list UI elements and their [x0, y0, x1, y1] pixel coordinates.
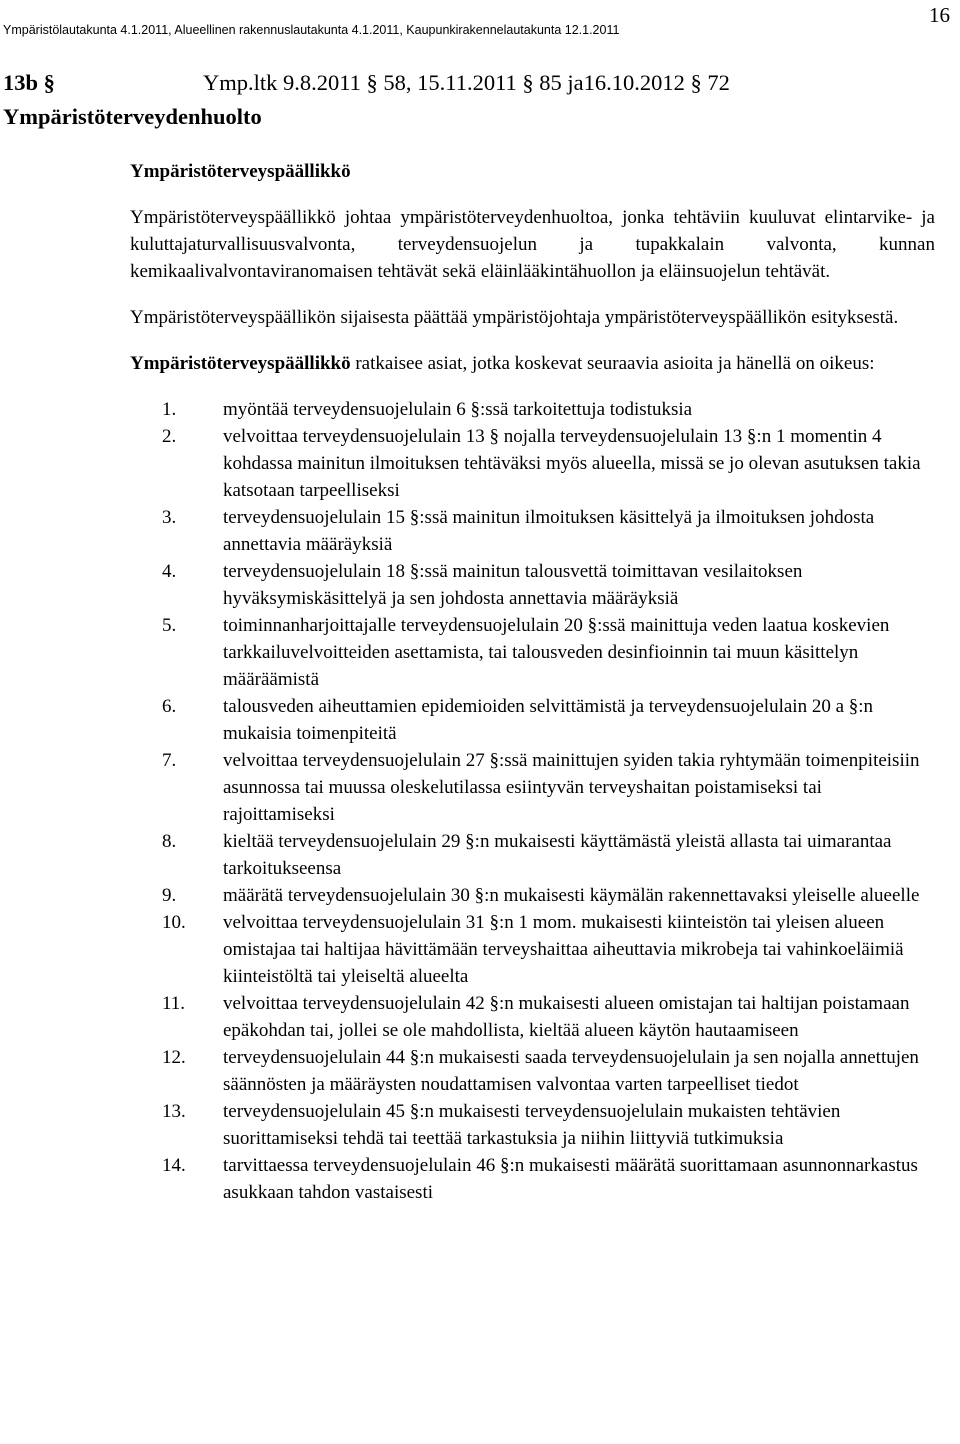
task-number: 5.: [162, 615, 177, 636]
task-item: [130, 909, 935, 990]
task-number: 13.: [162, 1101, 186, 1122]
authority-lead: Ympäristöterveyspäällikkö: [130, 353, 351, 374]
task-text: terveydensuojelulain 18 §:ssä mainitun talousvettä toimittavan vesilaitoksen hyväksymiskäsittelyä ja sen johdosta annettavia määräyksiä: [223, 561, 803, 609]
role-description: Ympäristöterveyspäällikkö johtaa ympäristöterveydenhuoltoa, jonka tehtäviin kuuluvat elintarvike- ja kuluttajaturvallisuusvalvonta, terveydensuojelun ja tupakkalain valvonta, kunnan kemikaalivalvontaviranomaisen tehtävät sekä eläinlääkintähuollon ja eläinsuojelun tehtävät.: [130, 207, 935, 282]
task-item: [130, 828, 935, 882]
task-text: terveydensuojelulain 44 §:n mukaisesti saada terveydensuojelulain ja sen nojalla annettujen säännösten ja määräysten noudattamisen valvontaa varten tarpeelliset tiedot: [223, 1047, 919, 1095]
section-body: [130, 158, 935, 1206]
task-item: [130, 612, 935, 693]
task-text: määrätä terveydensuojelulain 30 §:n mukaisesti käymälän rakennettavaksi yleiselle alueelle: [223, 885, 920, 906]
running-header: Ympäristölautakunta 4.1.2011, Alueellinen rakennuslautakunta 4.1.2011, Kaupunkirakennelautakunta 12.1.2011: [3, 23, 620, 37]
substitute-paragraph: Ympäristöterveyspäällikön sijaisesta päättää ympäristöjohtaja ympäristöterveyspäällikön esityksestä.: [130, 307, 899, 328]
task-number: 14.: [162, 1155, 186, 1176]
task-number: 3.: [162, 507, 177, 528]
task-number: 8.: [162, 831, 177, 852]
role-heading: Ympäristöterveyspäällikkö: [130, 161, 351, 182]
task-item: [130, 423, 935, 504]
task-text: velvoittaa terveydensuojelulain 13 § nojalla terveydensuojelulain 13 §:n 1 momentin 4 kohdassa mainitun ilmoituksen tehtäväksi myös alueella, missä se jo olevan asutuksen takia katsotaan tarpeelliseksi: [223, 426, 921, 501]
task-text: talousveden aiheuttamien epidemioiden selvittämistä ja terveydensuojelulain 20 a §:n mukaisia toimenpiteitä: [223, 696, 874, 744]
task-list: [130, 396, 935, 1206]
task-number: 12.: [162, 1047, 186, 1068]
task-text: terveydensuojelulain 45 §:n mukaisesti terveydensuojelulain mukaisten tehtävien suorittamiseksi tehdä tai teettää tarkastuksia ja niihin liittyviä tutkimuksia: [223, 1101, 841, 1149]
task-item: [130, 990, 935, 1044]
task-number: 7.: [162, 750, 177, 771]
authority-text: ratkaisee asiat, jotka koskevat seuraavia asioita ja hänellä on oikeus:: [350, 353, 875, 374]
task-item: [130, 396, 935, 423]
task-text: toiminnanharjoittajalle terveydensuojelulain 20 §:ssä mainittuja veden laatua koskevien tarkkailuvelvoitteiden asettamista, tai talousveden desinfioinnin tai muun käsittelyn määräämistä: [223, 615, 890, 690]
page-number: 16: [929, 3, 950, 27]
section-code: 13b §: [3, 70, 55, 95]
task-item: [130, 747, 935, 828]
task-number: 6.: [162, 696, 177, 717]
task-item: [130, 882, 935, 909]
task-item: [130, 504, 935, 558]
task-number: 9.: [162, 885, 177, 906]
task-text: terveydensuojelulain 15 §:ssä mainitun ilmoituksen käsittelyä ja ilmoituksen johdosta annettavia määräyksiä: [223, 507, 875, 555]
task-item: [130, 693, 935, 747]
committee-references: Ymp.ltk 9.8.2011 § 58, 15.11.2011 § 85 ja16.10.2012 § 72: [203, 70, 730, 95]
task-text: velvoittaa terveydensuojelulain 27 §:ssä mainittujen syiden takia ryhtymään toimenpiteisiin asunnossa tai muussa oleskelutilassa esiintyvän terveyshaitan poistamiseksi tai rajoittamiseksi: [223, 750, 920, 825]
task-text: tarvittaessa terveydensuojelulain 46 §:n mukaisesti määrätä suorittamaan asunnonnarkastus asukkaan tahdon vastaisesti: [223, 1155, 918, 1203]
task-item: [130, 558, 935, 612]
task-number: 2.: [162, 426, 177, 447]
section-code-line: [3, 66, 933, 100]
task-number: 10.: [162, 912, 186, 933]
section-heading: [3, 66, 933, 134]
task-item: [130, 1098, 935, 1152]
task-number: 4.: [162, 561, 177, 582]
section-title: Ympäristöterveydenhuolto: [3, 104, 262, 129]
task-item: [130, 1152, 935, 1206]
task-text: velvoittaa terveydensuojelulain 31 §:n 1 mom. mukaisesti kiinteistön tai yleisen alueen omistajaa tai haltijaa hävittämään terveyshaittaa aiheuttavia mikrobeja tai vahinkoeläimiä kiinteistöltä tai yleiseltä alueelta: [223, 912, 904, 987]
task-item: [130, 1044, 935, 1098]
authority-paragraph: [130, 350, 935, 377]
task-text: kieltää terveydensuojelulain 29 §:n mukaisesti käyttämästä yleistä allasta tai uimarantaa tarkoitukseensa: [223, 831, 892, 879]
task-text: myöntää terveydensuojelulain 6 §:ssä tarkoitettuja todistuksia: [223, 399, 693, 420]
task-number: 1.: [162, 399, 177, 420]
task-number: 11.: [162, 993, 186, 1014]
task-text: velvoittaa terveydensuojelulain 42 §:n mukaisesti alueen omistajan tai haltijan poistamaan epäkohdan tai, jollei se ole mahdollista, kieltää alueen käytön hautaamiseen: [223, 993, 910, 1041]
